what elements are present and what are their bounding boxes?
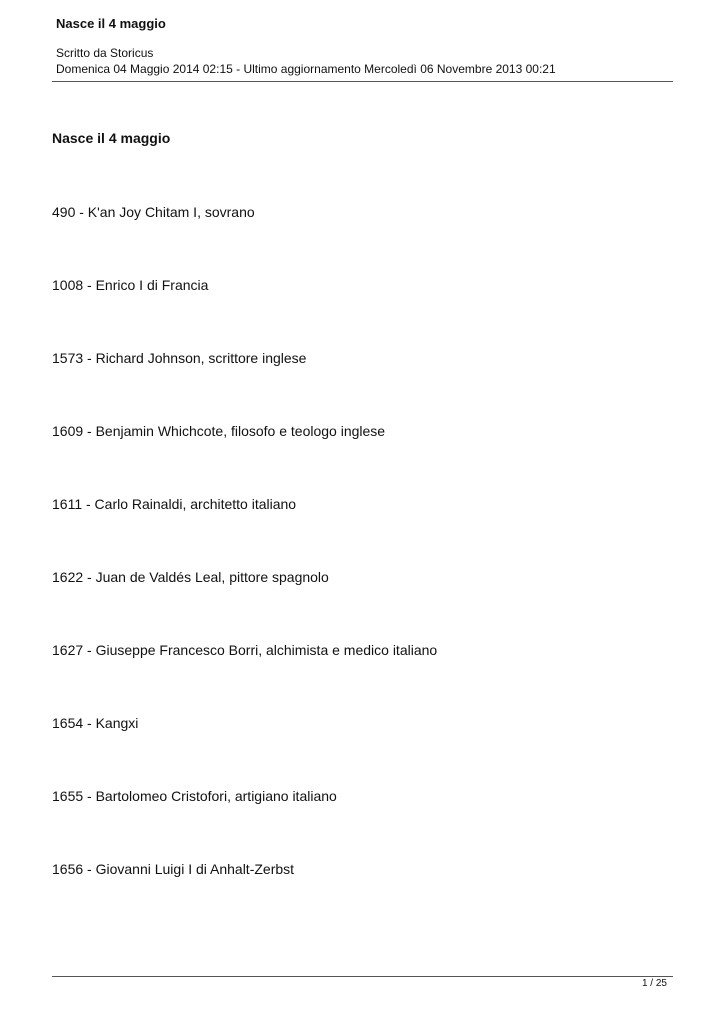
page-number: 1 / 25 — [641, 978, 667, 989]
list-item: 1622 - Juan de Valdés Leal, pittore spagnolo — [52, 569, 329, 585]
header-divider — [52, 81, 673, 82]
list-item: 1573 - Richard Johnson, scrittore inglese — [52, 350, 307, 366]
list-item: 1609 - Benjamin Whichcote, filosofo e teologo inglese — [52, 423, 386, 439]
list-item: 1655 - Bartolomeo Cristofori, artigiano italiano — [52, 788, 337, 804]
list-item: 1627 - Giuseppe Francesco Borri, alchimista e medico italiano — [52, 642, 438, 658]
list-item: 1008 - Enrico I di Francia — [52, 277, 209, 293]
list-item: 1656 - Giovanni Luigi I di Anhalt-Zerbst — [52, 861, 295, 877]
birth-list — [52, 202, 437, 932]
list-item: 1611 - Carlo Rainaldi, architetto italiano — [52, 496, 297, 512]
footer-divider — [52, 976, 673, 977]
document-header-title: Nasce il 4 maggio — [56, 16, 166, 31]
article-title: Nasce il 4 maggio — [52, 130, 171, 146]
document-author: Scritto da Storicus — [56, 46, 154, 60]
document-dates: Domenica 04 Maggio 2014 02:15 - Ultimo aggiornamento Mercoledì 06 Novembre 2013 00:21 — [56, 62, 556, 76]
list-item: 1654 - Kangxi — [52, 715, 139, 731]
list-item: 490 - K'an Joy Chitam I, sovrano — [52, 204, 255, 220]
